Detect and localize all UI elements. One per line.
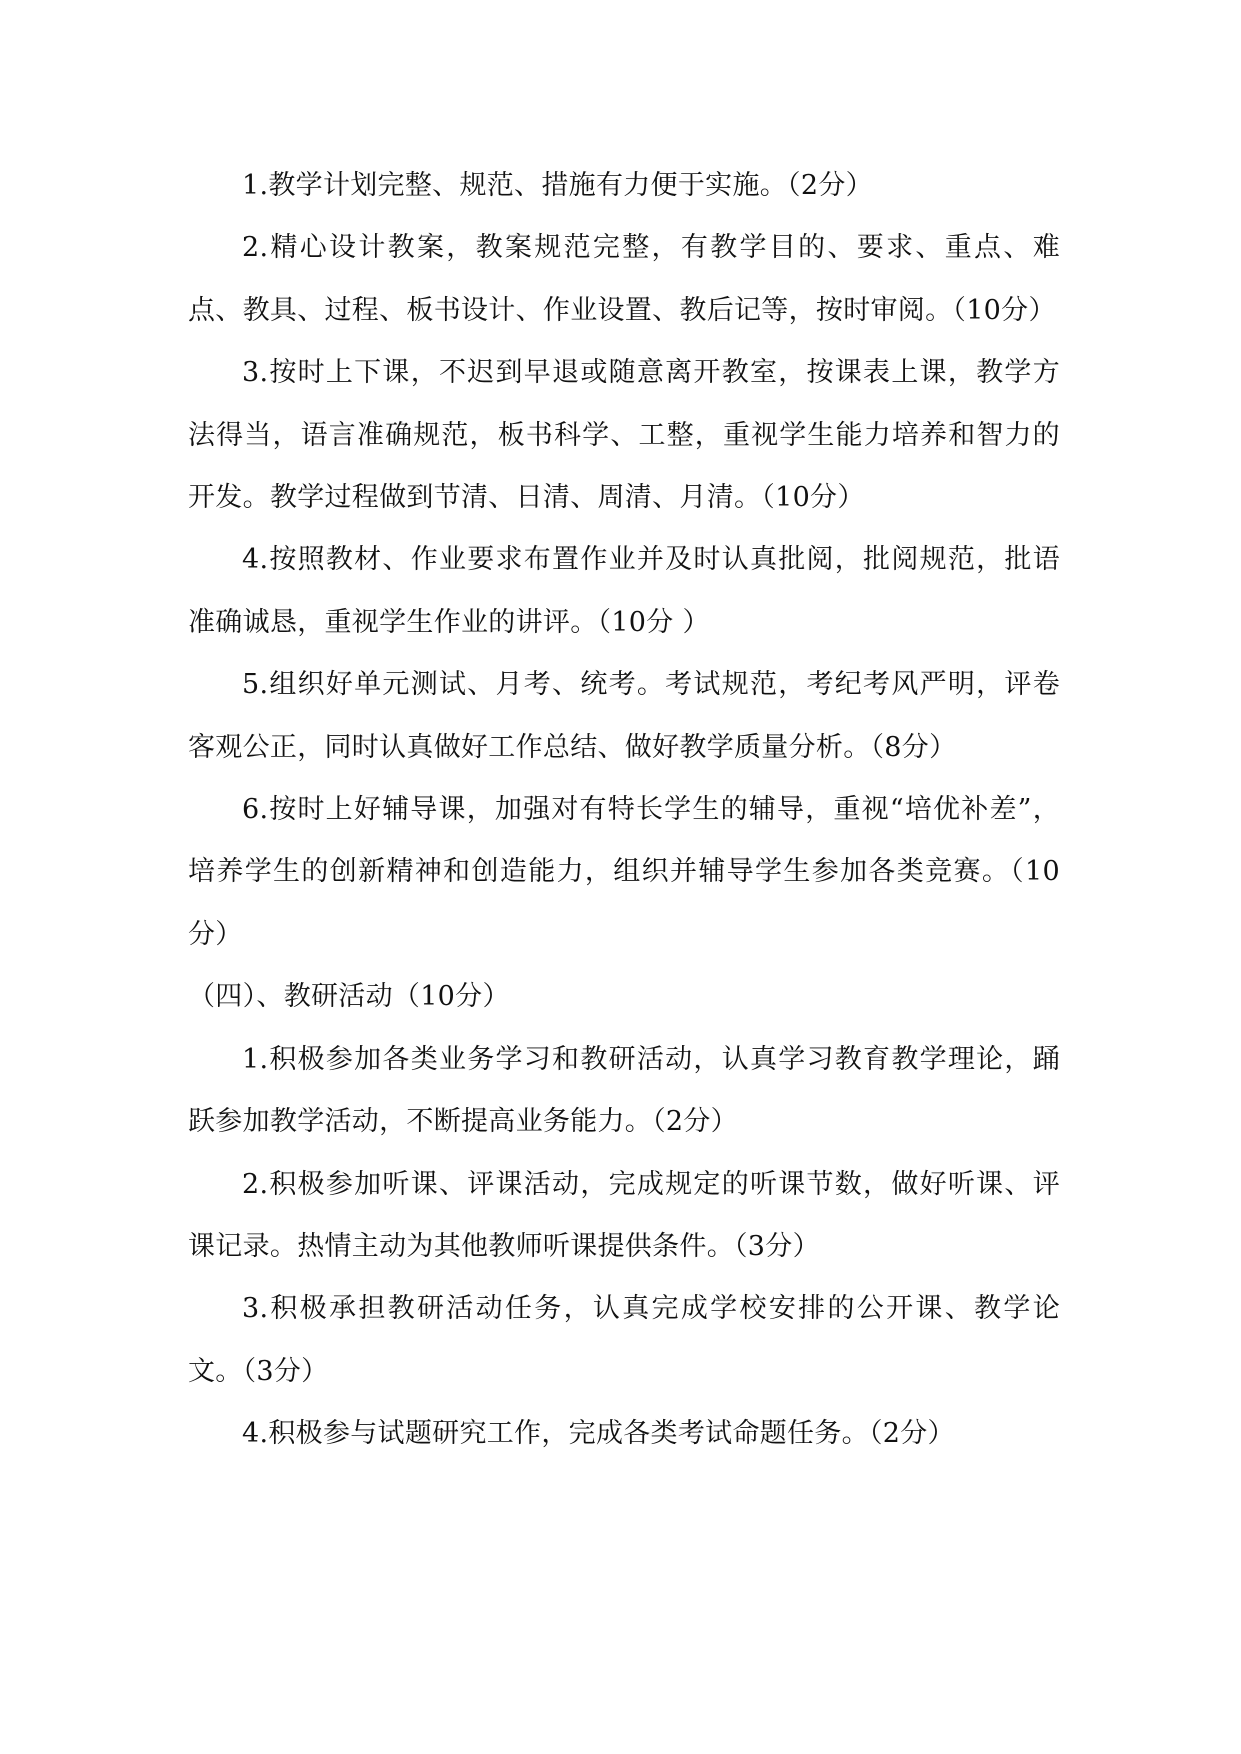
paragraph-tutoring: 6.按时上好辅导课，加强对有特长学生的辅导，重视“培优补差”，培养学生的创新精神和创造能力，组织并辅导学生参加各类竞赛。（10分）: [188, 794, 1060, 950]
paragraph-lesson-design: 2.精心设计教案，教案规范完整，有教学目的、要求、重点、难点、教具、过程、板书设计、作业设置、教后记等，按时审阅。（10分）: [188, 232, 1060, 326]
paragraph-exam-question-research: 4.积极参与试题研究工作，完成各类考试命题任务。（2分）: [242, 1418, 955, 1450]
paragraph-class-conduct: 3.按时上下课，不迟到早退或随意离开教室，按课表上课，教学方法得当，语言准确规范，板书科学、工整，重视学生能力培养和智力的开发。教学过程做到节清、日清、周清、月清。（10分）: [188, 357, 1060, 514]
paragraph-research-tasks: 3.积极承担教研活动任务，认真完成学校安排的公开课、教学论文。（3分）: [188, 1293, 1060, 1387]
paragraph-exams: 5.组织好单元测试、月考、统考。考试规范，考纪考风严明，评卷客观公正，同时认真做好工作总结、做好教学质量分析。（8分）: [188, 669, 1060, 763]
paragraph-homework: 4.按照教材、作业要求布置作业并及时认真批阅，批阅规范，批语准确诚恳，重视学生作业的讲评。（10分 ）: [188, 544, 1060, 638]
paragraph-teaching-plan: 1.教学计划完整、规范、措施有力便于实施。（2分）: [242, 170, 873, 201]
paragraph-research-study: 1.积极参加各类业务学习和教研活动，认真学习教育教学理论，踊跃参加教学活动，不断提高业务能力。（2分）: [188, 1043, 1060, 1138]
section-heading-teaching-research: （四）、教研活动（10分）: [188, 981, 510, 1013]
document-body: [188, 155, 1060, 1466]
paragraph-lesson-observation: 2.积极参加听课、评课活动，完成规定的听课节数，做好听课、评课记录。热情主动为其他教师听课提供条件。（3分）: [188, 1168, 1060, 1262]
